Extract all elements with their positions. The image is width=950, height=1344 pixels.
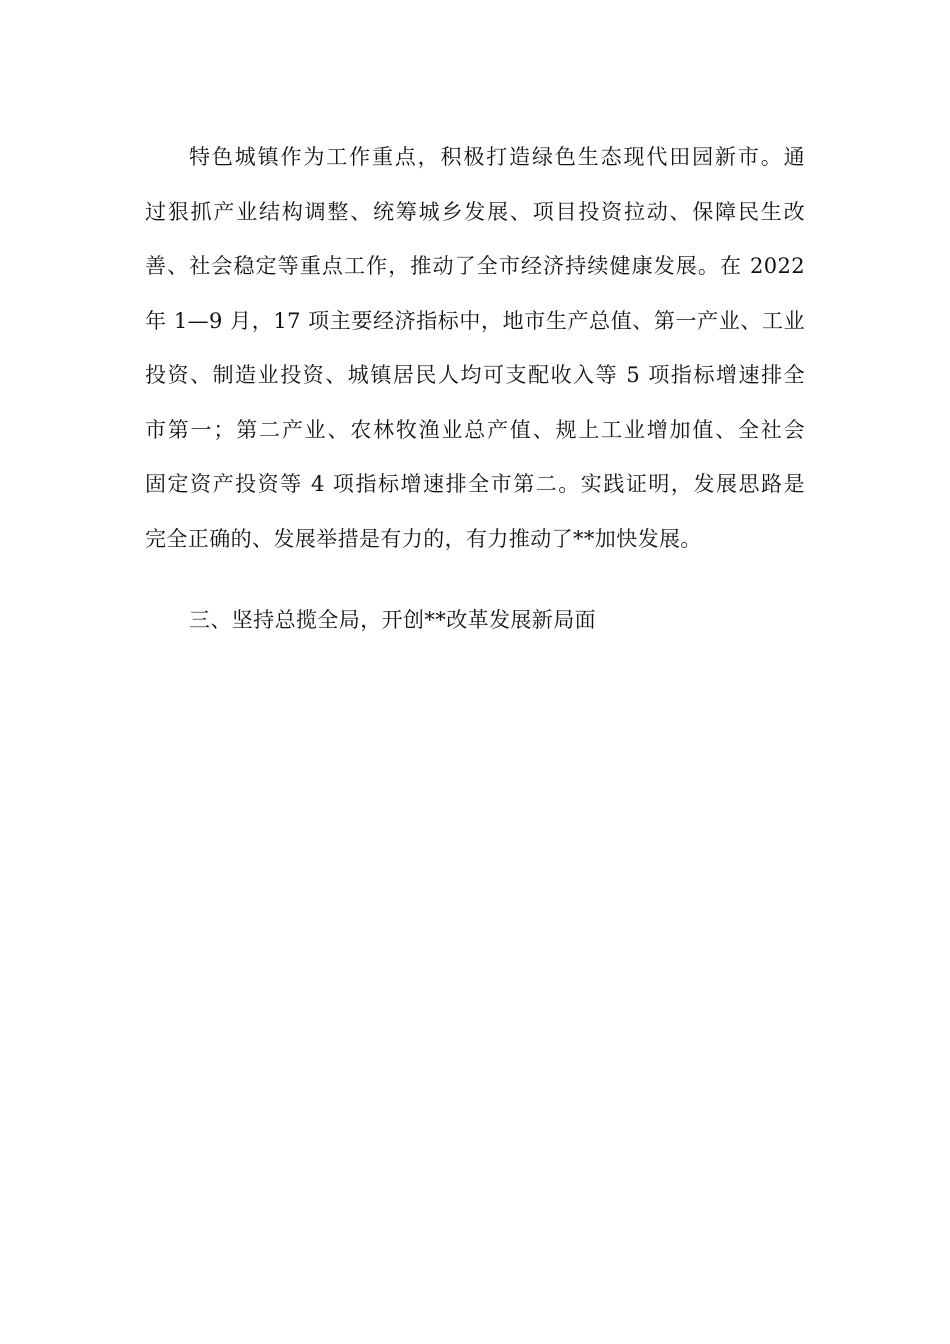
document-body <box>145 130 805 648</box>
paragraph-line: 善、社会稳定等重点工作，推动了全市经济持续健康发展。在 2022 <box>145 254 805 278</box>
paragraph-line: 完全正确的、发展举措是有力的，有力推动了**加快发展。 <box>145 526 702 551</box>
paragraph-line: 市第一；第二产业、农林牧渔业总产值、规上工业增加值、全社会 <box>145 417 805 442</box>
paragraph-line: 年 1—9 月，17 项主要经济指标中，地市生产总值、第一产业、工业 <box>145 308 805 333</box>
body-paragraph <box>145 130 805 566</box>
paragraph-line: 固定资产投资等 4 项指标增速排全市第二。实践证明，发展思路是 <box>145 472 805 496</box>
paragraph-line: 特色城镇作为工作重点，积极打造绿色生态现代田园新市。通 <box>189 145 805 169</box>
paragraph-line: 过狠抓产业结构调整、统筹城乡发展、项目投资拉动、保障民生改 <box>145 199 805 224</box>
paragraph-line: 投资、制造业投资、城镇居民人均可支配收入等 5 项指标增速排全 <box>145 363 805 387</box>
section-heading: 三、坚持总揽全局，开创**改革发展新局面 <box>189 608 596 632</box>
